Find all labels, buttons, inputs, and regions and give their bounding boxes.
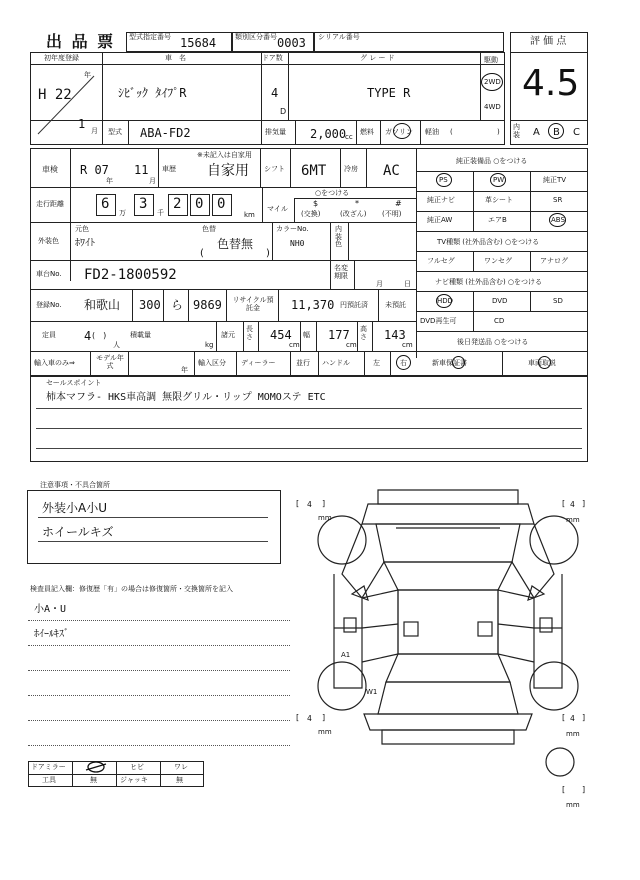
tools-value: 無 — [90, 776, 97, 784]
mile-label: マイル — [267, 205, 288, 213]
color-label: 外装色 — [38, 237, 59, 245]
doors-suffix: D — [280, 107, 287, 116]
handle-right-circle — [396, 355, 411, 370]
exchange-label: (交換) — [301, 210, 321, 218]
width-cm: cm — [346, 341, 357, 349]
height-value: 143 — [384, 328, 406, 342]
displacement-label: 排気量 — [265, 128, 286, 136]
use-note: ※未記入は自家用 — [197, 151, 252, 159]
score-label: 評 価 点 — [530, 36, 567, 47]
navi-cd: CD — [494, 317, 505, 325]
shaken-era: R 07 — [80, 163, 109, 177]
length-cm: cm — [289, 341, 300, 349]
sen-unit: 千 — [157, 209, 164, 217]
door-mirror-mark — [82, 760, 110, 774]
tire-fr-value: 4 — [570, 500, 575, 509]
km-unit: km — [244, 211, 255, 219]
model-label: 型式 — [108, 128, 122, 136]
later-title: 後日発送品 ○をつける — [457, 338, 529, 346]
color-no-value: NH0 — [290, 239, 305, 248]
shaken-month: 11 — [134, 163, 149, 177]
orig-color-label: 元色 — [75, 225, 89, 233]
equip-genuine-tv: 純正TV — [543, 176, 567, 184]
chassis-value: FD2-1800592 — [84, 267, 177, 283]
star-mark: * — [355, 199, 359, 208]
color-paren-close: ) — [266, 248, 270, 259]
fuel-label: 燃料 — [360, 128, 374, 136]
height-cm: cm — [402, 341, 413, 349]
shaken-month-unit: 月 — [149, 177, 156, 185]
equip-genuine-aw: 純正AW — [427, 216, 453, 224]
year-value: H 22 — [38, 87, 72, 103]
displacement-value: 2,000 — [310, 127, 347, 141]
model-year-label: モデル年式 — [96, 354, 124, 371]
equip-leather: 革シート — [485, 196, 513, 204]
sales-text: 柿本マフラ- HKS車高調 無限グリル・リップ MOMOステ ETC — [46, 392, 326, 403]
mark-a1: A1 — [341, 651, 351, 659]
ac-label: 冷房 — [344, 165, 358, 173]
drive-2wd-circle — [481, 73, 503, 91]
mileage-label: 走行距離 — [36, 200, 64, 208]
tv-title: TV種類 (社外品含む) ○をつける — [437, 238, 540, 246]
orig-color-value: ﾎﾜｲﾄ — [75, 238, 95, 249]
reg-area: 和歌山 — [84, 298, 121, 312]
capacity-unit: 人 — [113, 341, 120, 349]
month-value: 1 — [78, 117, 86, 131]
width-label: 幅 — [303, 331, 310, 339]
interior-a: A — [533, 127, 540, 138]
tire-rl-mm: mm — [318, 728, 332, 736]
tools-label: 工具 — [42, 776, 56, 784]
ac-value: AC — [383, 163, 400, 179]
handle-label: ハンドル — [322, 359, 350, 367]
grade-value: TYPE R — [367, 86, 411, 100]
tire-spare-bracket: [ — [562, 785, 566, 794]
drive-2wd: 2WD — [484, 78, 501, 86]
tire-spare-mm: mm — [566, 801, 580, 809]
model-value: ABA-FD2 — [140, 126, 191, 140]
reg-label: 登録No. — [36, 301, 62, 309]
notes-label: 注意事項・不具合箇所 — [40, 481, 110, 489]
reg-num: 9869 — [193, 298, 222, 312]
interior-b: B — [553, 127, 560, 138]
mileage-digit-1-value: 6 — [101, 196, 110, 212]
spec-no-label: 型式指定番号 — [129, 33, 171, 41]
mileage-digit-3-value: 2 — [173, 196, 182, 212]
equip-abs-circle — [549, 213, 566, 227]
tire-fr-mm: mm — [566, 516, 580, 524]
door-mirror-label: ドアミラー — [31, 763, 66, 771]
later-manual: 車両取説 — [528, 359, 556, 367]
length-label: 長さ — [246, 325, 253, 341]
length-value: 454 — [270, 328, 292, 342]
tire-rl-bracket: [ — [296, 713, 300, 722]
jack-label: ジャッキ — [120, 776, 148, 784]
handle-left: 左 — [373, 359, 380, 367]
equip-pw-circle — [490, 173, 506, 187]
genuine-title: 純正装備品 ○をつける — [456, 157, 528, 165]
fuel-other-open: ( — [450, 128, 453, 136]
tire-fr-bracket: [ — [562, 499, 566, 508]
mileage-digit-2-value: 3 — [139, 196, 148, 212]
car-name: ｼﾋﾞｯｸ ﾀｲﾌﾟR — [118, 86, 187, 100]
break-label: ワレ — [174, 763, 188, 771]
color-no-label: カラーNo. — [276, 225, 309, 233]
equip-sunroof: SR — [553, 196, 563, 204]
notes-line-2: ホイールキズ — [42, 525, 114, 539]
fuel-gas: ガソリン — [385, 128, 413, 136]
hash-mark: # — [395, 199, 402, 208]
model-year-unit: 年 — [181, 366, 188, 374]
import-parallel: 並行 — [296, 359, 310, 367]
capacity-value: 4 — [84, 329, 92, 343]
form-title: 出 品 票 — [46, 32, 116, 51]
interior-c: C — [573, 127, 580, 138]
first-reg-label: 初年度登録 — [44, 54, 79, 62]
jack-value: 無 — [176, 776, 183, 784]
name-change-day: 日 — [404, 280, 411, 288]
shaken-label: 車検 — [42, 165, 58, 174]
later-warranty-circle — [452, 356, 465, 369]
color-change-value: 色替無 — [217, 237, 254, 251]
import-dealer: ディーラー — [241, 359, 276, 367]
name-change-label: 名変期限 — [334, 264, 348, 281]
mileage-digit-5-value: 0 — [217, 196, 226, 212]
tire-fl-close: ] — [322, 499, 326, 508]
later-warranty: 新車保証書 — [432, 359, 467, 367]
notes-line-1: 外装小A小U — [42, 501, 107, 515]
drive-4wd: 4WD — [484, 103, 501, 111]
fuel-other-close: ) — [497, 128, 500, 136]
height-label: 高さ — [360, 325, 367, 341]
recycle-unpaid: 未預託 — [385, 301, 406, 309]
man-unit: 万 — [119, 209, 126, 217]
circle-note: ○をつける — [315, 189, 350, 197]
score-value: 4.5 — [522, 63, 580, 104]
navi-hdd: HDD — [437, 297, 454, 305]
unknown-label: (不明) — [382, 210, 402, 218]
navi-hdd-circle — [436, 294, 452, 308]
doors-value: 4 — [271, 86, 279, 100]
import-type-label: 輸入区分 — [198, 359, 226, 367]
class-no-value: 0003 — [277, 36, 306, 50]
recycle-label: リサイクル預託金 — [232, 296, 274, 313]
tv-oneseg: ワンセグ — [484, 257, 512, 265]
tire-spare-close: ] — [582, 785, 586, 794]
tire-rr-mm: mm — [566, 730, 580, 738]
reg-kana: ら — [171, 298, 184, 312]
altered-label: (改ざん) — [340, 210, 367, 218]
equip-ps-circle — [436, 173, 452, 187]
chassis-label: 車台No. — [36, 270, 62, 278]
equip-abs: ABS — [551, 216, 565, 224]
reg-class: 300 — [139, 298, 161, 312]
car-damage-diagram — [298, 478, 598, 778]
fuel-diesel: 軽油 — [425, 128, 439, 136]
inspector-label: 検査員記入欄：修復歴「有」の場合は修復箇所・交換箇所を記入 — [30, 585, 233, 593]
tire-rl-close: ] — [322, 713, 326, 722]
later-manual-circle — [538, 356, 551, 369]
use-label: 車歴 — [162, 165, 176, 173]
year-unit: 年 — [84, 71, 91, 79]
crack-label: ヒビ — [130, 763, 144, 771]
width-value: 177 — [328, 328, 350, 342]
tire-rr-close: ] — [582, 713, 586, 722]
navi-dvd: DVD — [492, 297, 508, 305]
color-change-label: 色替 — [202, 225, 216, 233]
serial-label: シリアル番号 — [318, 33, 360, 41]
cc-unit: cc — [345, 133, 353, 141]
interior-b-circle — [548, 123, 564, 139]
capacity-label: 定員 — [42, 331, 56, 339]
tire-rl-value: 4 — [307, 714, 312, 723]
fuel-gas-circle — [393, 123, 411, 139]
dimensions-label: 諸元 — [221, 331, 235, 339]
recycle-paid: 円預託済 — [340, 301, 368, 309]
shift-value: 6MT — [301, 163, 327, 179]
kg-unit: kg — [205, 341, 214, 349]
drive-label: 駆動 — [484, 56, 498, 64]
interior-color-label: 内装色 — [335, 225, 342, 249]
capacity-paren: ( ) — [92, 331, 107, 340]
mileage-digit-4-value: 0 — [195, 196, 204, 212]
equip-genuine-navi: 純正ナビ — [427, 196, 455, 204]
shift-label: シフト — [264, 165, 285, 173]
mark-w1: W1 — [366, 688, 378, 696]
navi-sd: SD — [553, 297, 563, 305]
recycle-amount: 11,370 — [291, 298, 335, 312]
class-no-label: 類別区分番号 — [235, 33, 277, 41]
equip-airbag: エアB — [488, 216, 507, 224]
grade-label: グ レ ー ド — [360, 54, 395, 62]
tv-fullseg: フルセグ — [427, 257, 455, 265]
tv-analog: アナログ — [540, 257, 568, 265]
inspector-line-1: 小A・U — [34, 604, 67, 615]
navi-title: ナビ種類 (社外品含む) ○をつける — [435, 278, 543, 286]
equip-ps: PS — [439, 176, 448, 184]
sales-block — [30, 376, 588, 462]
tire-fl-value: 4 — [307, 500, 312, 509]
interior-label: 内装 — [513, 123, 520, 139]
navi-dvd-play: DVD再生可 — [420, 317, 457, 325]
equip-pw: PW — [493, 176, 505, 184]
name-change-month: 月 — [376, 280, 383, 288]
spec-no-value: 15684 — [180, 36, 217, 50]
doors-label: ドア数 — [262, 54, 283, 62]
use-value: 自家用 — [207, 163, 249, 179]
name-label: 車 名 — [165, 54, 186, 62]
color-paren-open: ( — [200, 248, 204, 259]
tire-fl-bracket: [ — [296, 499, 300, 508]
date-slash — [34, 70, 98, 138]
sales-label: セールスポイント — [46, 379, 102, 387]
handle-right: 右 — [400, 359, 407, 367]
import-label: 輸入車のみ⇒ — [34, 359, 75, 367]
shaken-year-unit: 年 — [106, 177, 113, 185]
load-label: 積載量 — [130, 331, 151, 339]
tire-rr-bracket: [ — [562, 713, 566, 722]
inspector-line-2: ﾎｲｰﾙｷｽﾞ — [34, 629, 69, 640]
tire-fr-close: ] — [582, 499, 586, 508]
tire-fl-mm: mm — [318, 514, 332, 522]
dollar-mark: $ — [313, 199, 319, 208]
month-unit: 月 — [91, 127, 98, 135]
tire-rr-value: 4 — [570, 714, 575, 723]
